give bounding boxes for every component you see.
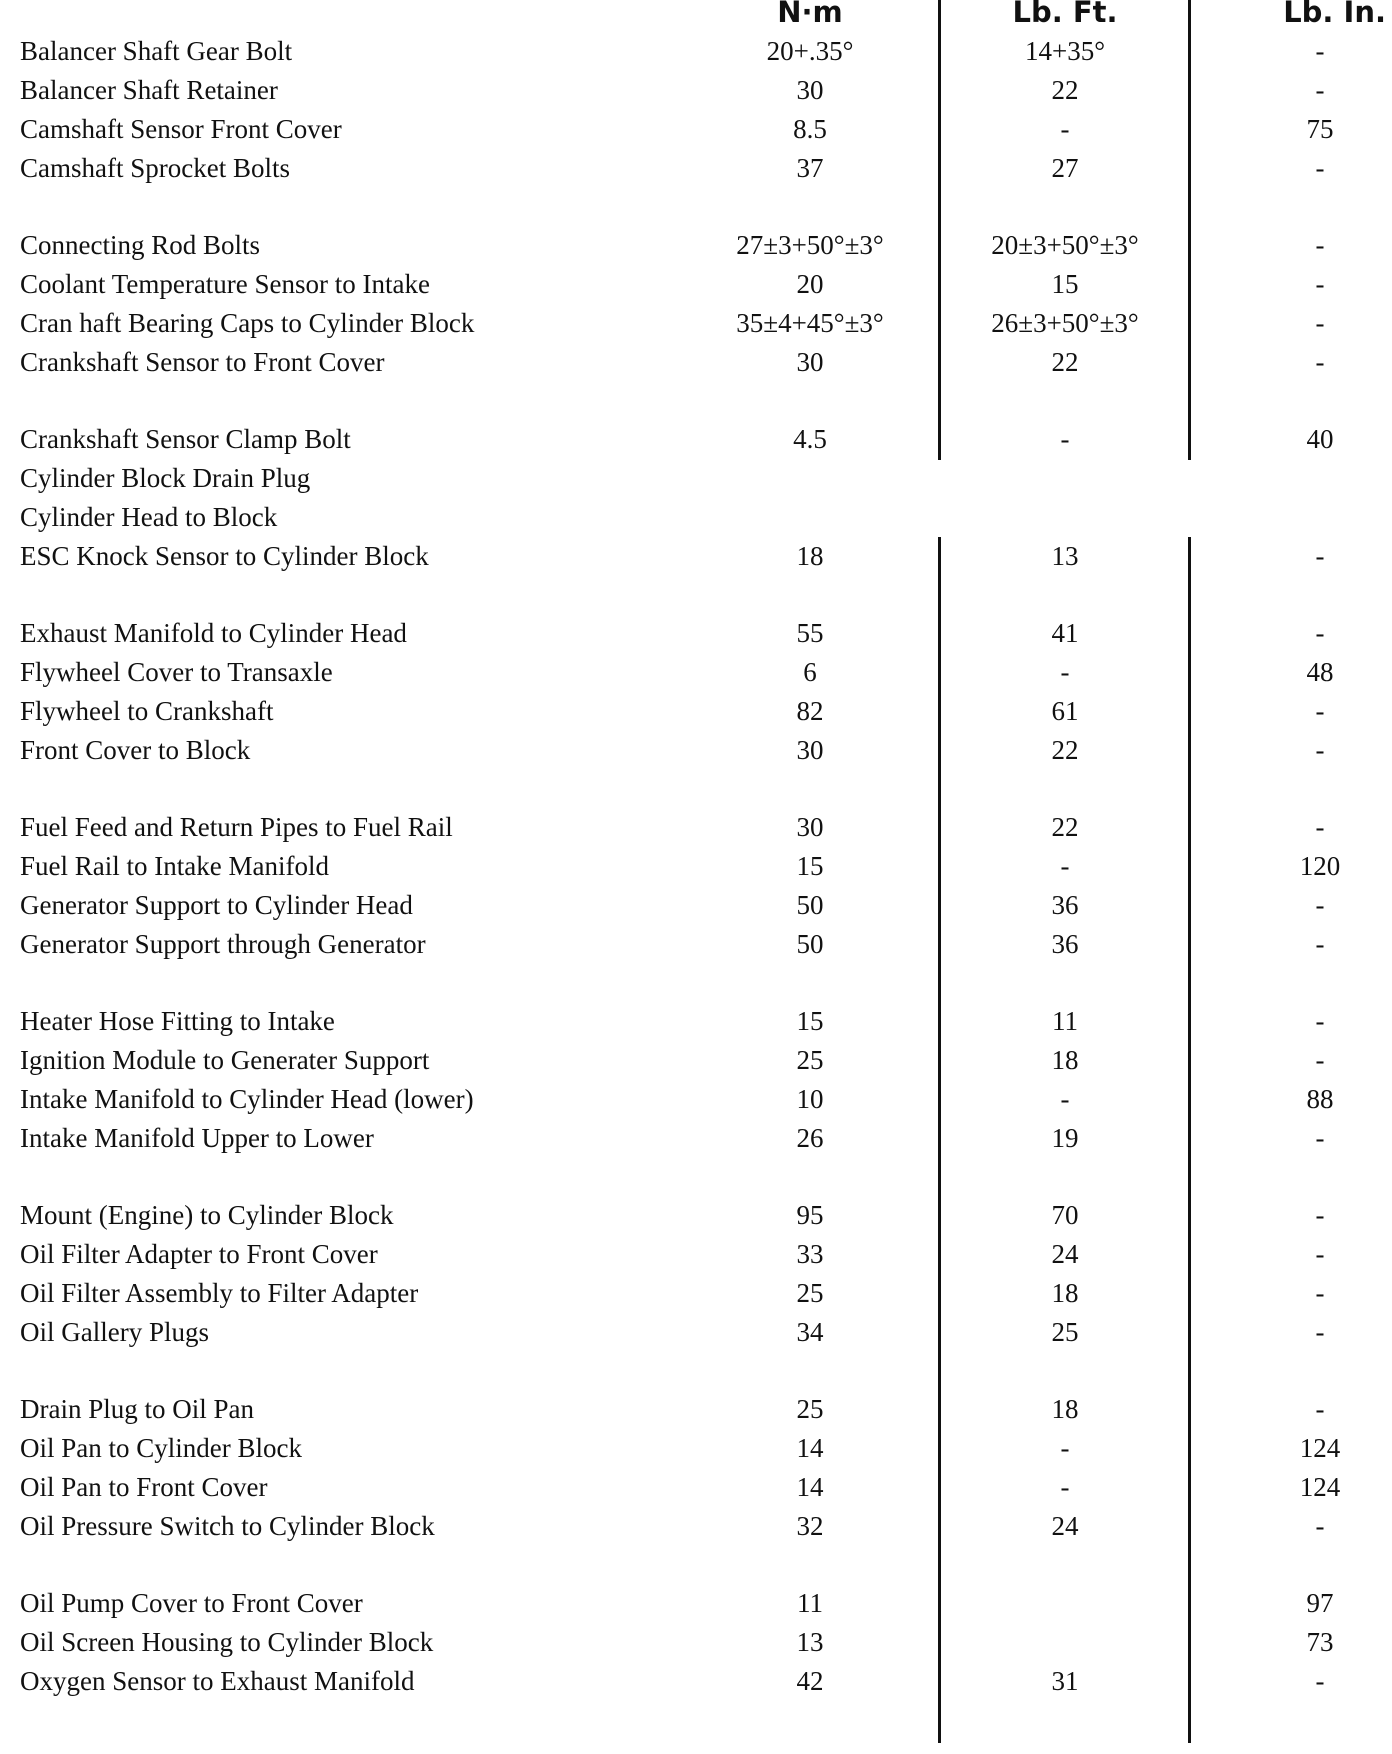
table-row xyxy=(0,1003,1392,1039)
header-lb-in: Lb. In. xyxy=(1283,0,1386,29)
row-lb-in-value: - xyxy=(1315,1511,1325,1541)
row-lb-in-value: - xyxy=(1315,696,1325,726)
row-nm-value: 25 xyxy=(796,1045,824,1075)
row-lb-ft-value: - xyxy=(1060,657,1070,687)
row-lb-ft-value xyxy=(935,460,1195,496)
header-lb-ft: Lb. Ft. xyxy=(1012,0,1118,29)
row-lb-ft-value: 24 xyxy=(1051,1511,1079,1541)
row-label: Oil Filter Assembly to Filter Adapter xyxy=(20,1278,419,1308)
row-label: Cylinder Block Drain Plug xyxy=(20,463,311,493)
row-lb-in-value: - xyxy=(1315,1006,1325,1036)
row-lb-ft-value xyxy=(935,1624,1195,1660)
row-nm-value: 50 xyxy=(796,929,824,959)
table-row xyxy=(0,33,1392,69)
row-lb-in-value: - xyxy=(1315,618,1325,648)
table-row xyxy=(0,305,1392,341)
table-row xyxy=(0,344,1392,380)
row-label: Balancer Shaft Gear Bolt xyxy=(20,36,293,66)
row-label: Drain Plug to Oil Pan xyxy=(20,1394,254,1424)
table-row xyxy=(0,1120,1392,1156)
row-nm-value: 20+.35° xyxy=(766,36,854,66)
table-row xyxy=(0,499,1392,535)
row-lb-in-value: 120 xyxy=(1299,851,1341,881)
row-label: Front Cover to Block xyxy=(20,735,251,765)
row-lb-ft-value: 24 xyxy=(1051,1239,1079,1269)
row-nm-value: 30 xyxy=(796,75,824,105)
row-lb-in-value: 88 xyxy=(1306,1084,1334,1114)
row-label: Oil Pan to Front Cover xyxy=(20,1472,268,1502)
row-lb-in-value: - xyxy=(1315,1239,1325,1269)
row-nm-value: 4.5 xyxy=(793,424,827,454)
row-nm-value: 37 xyxy=(796,153,824,183)
row-lb-ft-value: 18 xyxy=(1051,1045,1079,1075)
row-lb-in-value: 48 xyxy=(1306,657,1334,687)
row-nm-value: 50 xyxy=(796,890,824,920)
row-label: Ignition Module to Generater Support xyxy=(20,1045,430,1075)
table-row xyxy=(0,111,1392,147)
table-row xyxy=(0,615,1392,651)
row-nm-value: 18 xyxy=(796,541,824,571)
row-lb-in-value: - xyxy=(1315,890,1325,920)
row-lb-ft-value: 22 xyxy=(1051,735,1079,765)
row-nm-value xyxy=(680,499,940,535)
row-lb-in-value: 40 xyxy=(1306,424,1334,454)
table-row xyxy=(0,887,1392,923)
row-nm-value: 14 xyxy=(796,1433,824,1463)
row-label: Camshaft Sensor Front Cover xyxy=(20,114,342,144)
table-row xyxy=(0,72,1392,108)
table-row xyxy=(0,1663,1392,1699)
row-lb-in-value xyxy=(1240,460,1392,496)
row-lb-in-value: - xyxy=(1315,269,1325,299)
row-label: Flywheel to Crankshaft xyxy=(20,696,274,726)
row-label: Crankshaft Sensor to Front Cover xyxy=(20,347,385,377)
row-nm-value: 30 xyxy=(796,735,824,765)
row-nm-value: 95 xyxy=(796,1200,824,1230)
table-row xyxy=(0,421,1392,457)
table-row xyxy=(0,1469,1392,1505)
table-row xyxy=(0,1624,1392,1660)
row-lb-ft-value: 22 xyxy=(1051,812,1079,842)
row-nm-value: 82 xyxy=(796,696,824,726)
row-nm-value: 8.5 xyxy=(793,114,827,144)
row-label: Cylinder Head to Block xyxy=(20,502,278,532)
header-nm: N·m xyxy=(777,0,843,29)
row-lb-ft-value xyxy=(935,1585,1195,1621)
row-lb-in-value: - xyxy=(1315,36,1325,66)
row-label: Intake Manifold Upper to Lower xyxy=(20,1123,374,1153)
row-lb-in-value: 75 xyxy=(1306,114,1334,144)
row-lb-in-value: - xyxy=(1315,1045,1325,1075)
table-row xyxy=(0,1585,1392,1621)
row-lb-ft-value: - xyxy=(1060,851,1070,881)
row-nm-value: 26 xyxy=(796,1123,824,1153)
row-nm-value: 6 xyxy=(803,657,817,687)
row-lb-in-value: - xyxy=(1315,541,1325,571)
row-nm-value: 32 xyxy=(796,1511,824,1541)
row-nm-value: 55 xyxy=(796,618,824,648)
row-lb-in-value: 124 xyxy=(1299,1433,1341,1463)
row-label: Camshaft Sprocket Bolts xyxy=(20,153,290,183)
row-label: Generator Support through Generator xyxy=(20,929,426,959)
table-row xyxy=(0,926,1392,962)
row-lb-ft-value: 22 xyxy=(1051,347,1079,377)
row-lb-in-value: 124 xyxy=(1299,1472,1341,1502)
row-label: Fuel Feed and Return Pipes to Fuel Rail xyxy=(20,812,453,842)
row-lb-ft-value: 27 xyxy=(1051,153,1079,183)
row-lb-ft-value: 25 xyxy=(1051,1317,1079,1347)
row-lb-ft-value: 36 xyxy=(1051,929,1079,959)
row-lb-ft-value: - xyxy=(1060,1433,1070,1463)
row-nm-value: 25 xyxy=(796,1394,824,1424)
row-lb-in-value: - xyxy=(1315,1317,1325,1347)
row-label: Fuel Rail to Intake Manifold xyxy=(20,851,329,881)
row-label: Balancer Shaft Retainer xyxy=(20,75,278,105)
row-nm-value: 33 xyxy=(796,1239,824,1269)
row-lb-ft-value: 14+35° xyxy=(1024,36,1106,66)
row-label: Oxygen Sensor to Exhaust Manifold xyxy=(20,1666,415,1696)
row-lb-in-value: - xyxy=(1315,153,1325,183)
row-label: Generator Support to Cylinder Head xyxy=(20,890,413,920)
row-lb-ft-value: - xyxy=(1060,424,1070,454)
row-label: Flywheel Cover to Transaxle xyxy=(20,657,333,687)
row-lb-ft-value: 22 xyxy=(1051,75,1079,105)
row-lb-in-value: - xyxy=(1315,735,1325,765)
row-label: Cran haft Bearing Caps to Cylinder Block xyxy=(20,308,475,338)
table-row xyxy=(0,1236,1392,1272)
row-nm-value: 11 xyxy=(797,1588,823,1618)
row-label: Oil Pump Cover to Front Cover xyxy=(20,1588,363,1618)
table-row xyxy=(0,266,1392,302)
row-nm-value: 13 xyxy=(796,1627,824,1657)
row-lb-in-value: - xyxy=(1315,1278,1325,1308)
table-row xyxy=(0,848,1392,884)
row-lb-ft-value: - xyxy=(1060,1472,1070,1502)
table-row xyxy=(0,732,1392,768)
row-lb-ft-value: - xyxy=(1060,114,1070,144)
row-lb-ft-value: 18 xyxy=(1051,1394,1079,1424)
table-row xyxy=(0,1042,1392,1078)
row-lb-ft-value: 11 xyxy=(1052,1006,1078,1036)
row-nm-value: 30 xyxy=(796,347,824,377)
row-label: Crankshaft Sensor Clamp Bolt xyxy=(20,424,351,454)
row-lb-ft-value: 19 xyxy=(1051,1123,1079,1153)
table-row xyxy=(0,1197,1392,1233)
row-lb-in-value: - xyxy=(1315,1200,1325,1230)
table-row xyxy=(0,1430,1392,1466)
row-nm-value: 30 xyxy=(796,812,824,842)
table-row xyxy=(0,1391,1392,1427)
row-lb-ft-value: 20±3+50°±3° xyxy=(991,230,1139,260)
row-lb-in-value: - xyxy=(1315,308,1325,338)
row-lb-in-value: - xyxy=(1315,347,1325,377)
row-lb-in-value: - xyxy=(1315,1123,1325,1153)
row-lb-ft-value xyxy=(935,499,1195,535)
table-row xyxy=(0,538,1392,574)
row-nm-value: 42 xyxy=(796,1666,824,1696)
row-lb-in-value: - xyxy=(1315,230,1325,260)
row-nm-value: 14 xyxy=(796,1472,824,1502)
table-row xyxy=(0,654,1392,690)
table-row xyxy=(0,1314,1392,1350)
table-row xyxy=(0,460,1392,496)
table-row xyxy=(0,150,1392,186)
row-label: Oil Screen Housing to Cylinder Block xyxy=(20,1627,434,1657)
row-nm-value: 35±4+45°±3° xyxy=(736,308,884,338)
row-label: ESC Knock Sensor to Cylinder Block xyxy=(20,541,429,571)
row-nm-value: 20 xyxy=(796,269,824,299)
row-label: Intake Manifold to Cylinder Head (lower) xyxy=(20,1084,474,1114)
row-lb-in-value: 97 xyxy=(1306,1588,1334,1618)
table-row xyxy=(0,227,1392,263)
row-label: Heater Hose Fitting to Intake xyxy=(20,1006,335,1036)
row-lb-in-value: 73 xyxy=(1306,1627,1334,1657)
row-lb-ft-value: 31 xyxy=(1051,1666,1079,1696)
row-label: Oil Filter Adapter to Front Cover xyxy=(20,1239,378,1269)
row-nm-value: 15 xyxy=(796,1006,824,1036)
row-label: Mount (Engine) to Cylinder Block xyxy=(20,1200,394,1230)
row-lb-ft-value: 36 xyxy=(1051,890,1079,920)
row-lb-ft-value: 61 xyxy=(1051,696,1079,726)
row-lb-ft-value: 15 xyxy=(1051,269,1079,299)
row-lb-ft-value: - xyxy=(1060,1084,1070,1114)
row-nm-value: 10 xyxy=(796,1084,824,1114)
row-lb-in-value: - xyxy=(1315,75,1325,105)
row-nm-value: 34 xyxy=(796,1317,824,1347)
row-label: Connecting Rod Bolts xyxy=(20,230,261,260)
row-lb-in-value: - xyxy=(1315,812,1325,842)
row-lb-in-value xyxy=(1240,499,1392,535)
row-lb-ft-value: 41 xyxy=(1051,618,1079,648)
row-lb-in-value: - xyxy=(1315,1394,1325,1424)
table-row xyxy=(0,693,1392,729)
row-lb-in-value: - xyxy=(1315,1666,1325,1696)
row-lb-ft-value: 13 xyxy=(1051,541,1079,571)
table-row xyxy=(0,809,1392,845)
row-label: Oil Pressure Switch to Cylinder Block xyxy=(20,1511,435,1541)
row-nm-value xyxy=(680,460,940,496)
row-label: Coolant Temperature Sensor to Intake xyxy=(20,269,430,299)
row-nm-value: 27±3+50°±3° xyxy=(736,230,884,260)
row-label: Exhaust Manifold to Cylinder Head xyxy=(20,618,407,648)
row-lb-in-value: - xyxy=(1315,929,1325,959)
table-row xyxy=(0,1508,1392,1544)
row-label: Oil Gallery Plugs xyxy=(20,1317,209,1347)
table-row xyxy=(0,1275,1392,1311)
row-lb-ft-value: 18 xyxy=(1051,1278,1079,1308)
row-nm-value: 25 xyxy=(796,1278,824,1308)
row-nm-value: 15 xyxy=(796,851,824,881)
table-row xyxy=(0,1081,1392,1117)
row-label: Oil Pan to Cylinder Block xyxy=(20,1433,302,1463)
row-lb-ft-value: 26±3+50°±3° xyxy=(991,308,1139,338)
row-lb-ft-value: 70 xyxy=(1051,1200,1079,1230)
